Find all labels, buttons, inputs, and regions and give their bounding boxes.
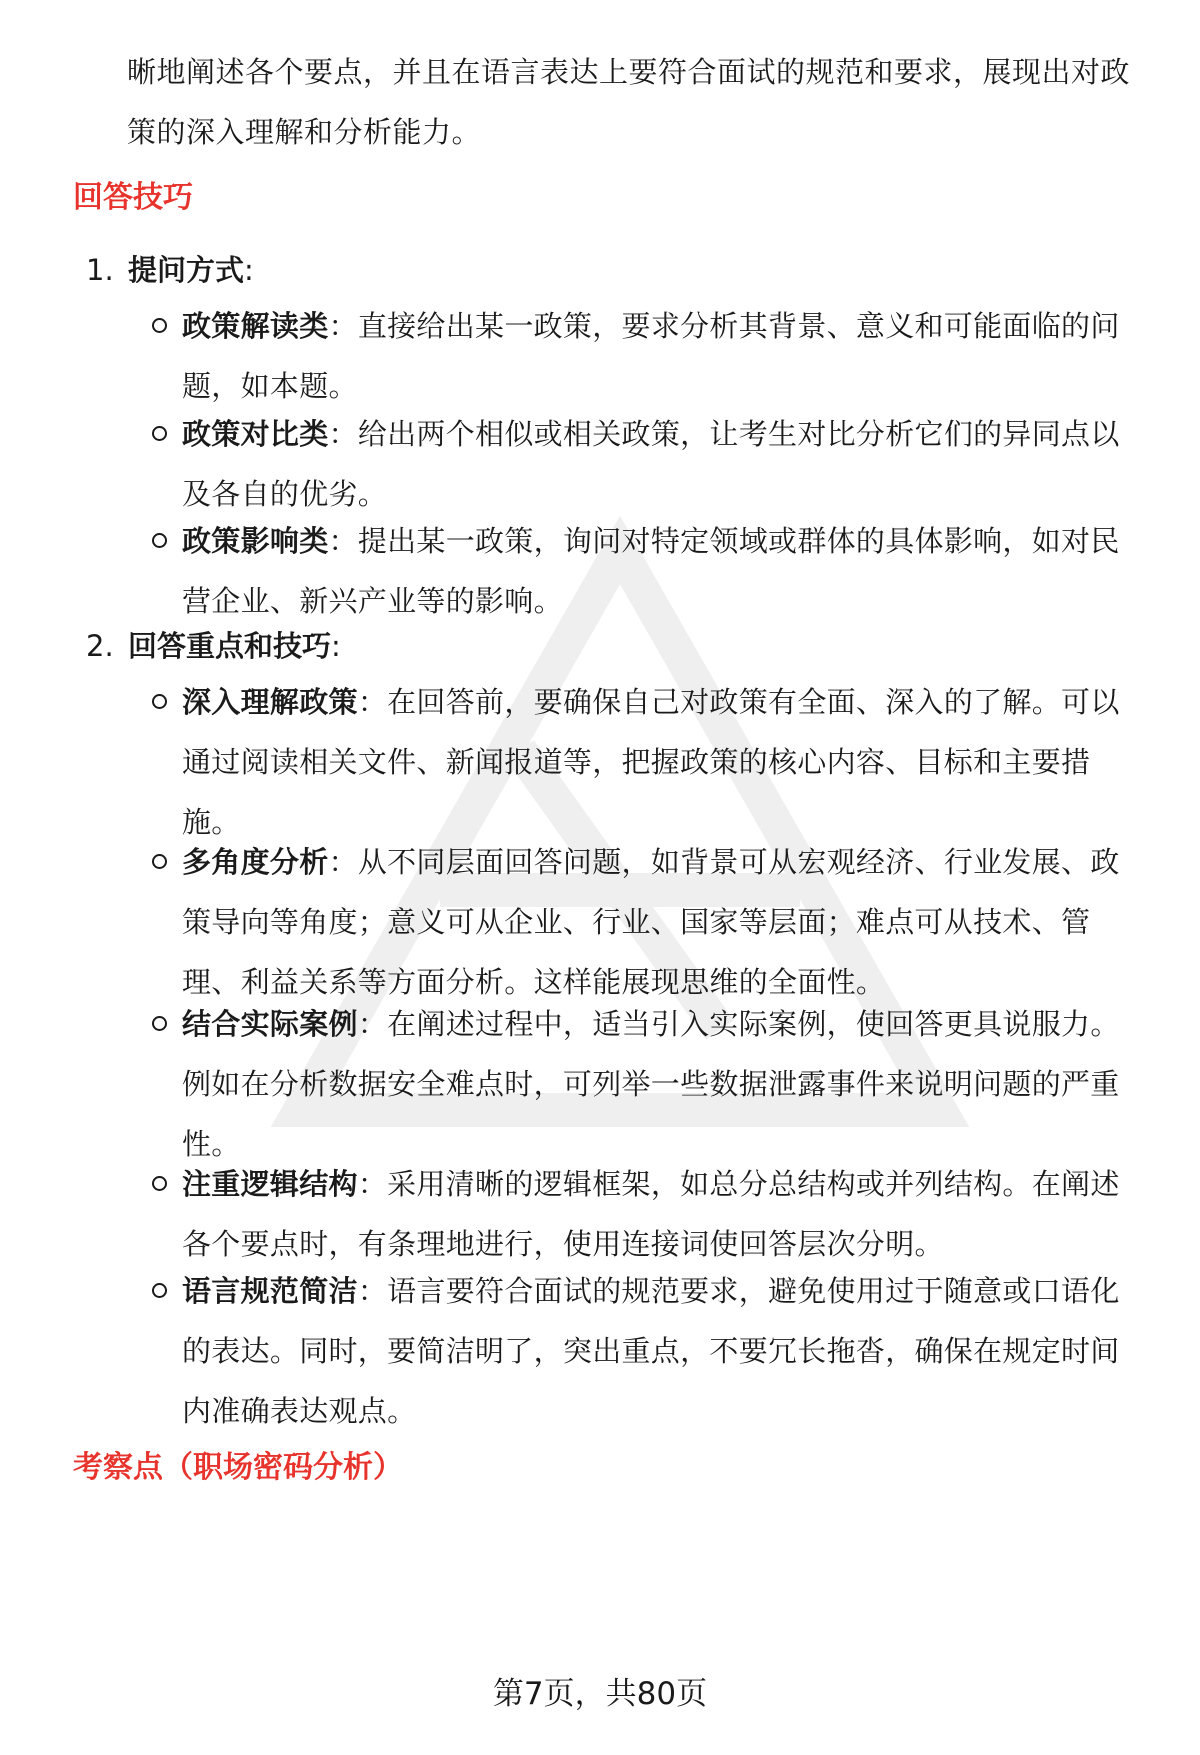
sub-item	[152, 1154, 1142, 1274]
sub-item	[152, 672, 1142, 852]
sub-item-term: 语言规范简洁	[182, 1274, 358, 1308]
sub-item-term: 多角度分析	[182, 845, 329, 879]
list-number: 2.	[86, 629, 114, 663]
section-title-exam-points: 考察点（职场密码分析）	[73, 1450, 403, 1485]
list-item-title: 提问方式	[128, 253, 245, 287]
colon: :	[331, 629, 341, 663]
sub-item-text: ：给出两个相似或相关政策，让考生对比分析它们的异同点以及各自的优劣。	[182, 417, 1120, 511]
sub-item	[152, 1261, 1142, 1441]
sub-item-text: ：直接给出某一政策，要求分析其背景、意义和可能面临的问题，如本题。	[182, 309, 1120, 403]
circle-bullet-icon	[152, 694, 167, 709]
sub-item-text: ：语言要符合面试的规范要求，避免使用过于随意或口语化的表达。同时，要简洁明了，突出重点，不要冗长拖沓，确保在规定时间内准确表达观点。	[182, 1274, 1120, 1428]
colon: :	[244, 253, 254, 287]
sub-item-term: 政策解读类	[182, 309, 329, 343]
sub-item-term: 政策对比类	[182, 417, 329, 451]
sub-item	[152, 511, 1142, 631]
page-footer: 第7页，共80页	[492, 1676, 708, 1712]
sub-item	[152, 832, 1142, 1012]
list-item-title: 回答重点和技巧	[128, 629, 332, 663]
sub-item-term: 政策影响类	[182, 524, 329, 558]
sub-item-text: ：采用清晰的逻辑框架，如总分总结构或并列结构。在阐述各个要点时，有条理地进行，使用连接词使回答层次分明。	[182, 1167, 1120, 1261]
circle-bullet-icon	[152, 1176, 167, 1191]
sub-item	[152, 994, 1142, 1174]
section-title-answer-tips: 回答技巧	[73, 180, 193, 215]
sub-item	[152, 404, 1142, 524]
intro-paragraph: 晰地阐述各个要点，并且在语言表达上要符合面试的规范和要求，展现出对政策的深入理解和分析能力。	[127, 55, 1131, 149]
sub-item-text: ：在阐述过程中，适当引入实际案例，使回答更具说服力。例如在分析数据安全难点时，可列举一些数据泄露事件来说明问题的严重性。	[182, 1007, 1120, 1161]
sub-item-text: ：在回答前，要确保自己对政策有全面、深入的了解。可以通过阅读相关文件、新闻报道等，把握政策的核心内容、目标和主要措施。	[182, 685, 1120, 839]
circle-bullet-icon	[152, 426, 167, 441]
circle-bullet-icon	[152, 1283, 167, 1298]
circle-bullet-icon	[152, 533, 167, 548]
list-number: 1.	[86, 253, 114, 287]
sub-item-text: ：从不同层面回答问题，如背景可从宏观经济、行业发展、政策导向等角度；意义可从企业、行业、国家等层面；难点可从技术、管理、利益关系等方面分析。这样能展现思维的全面性。	[182, 845, 1120, 999]
circle-bullet-icon	[152, 318, 167, 333]
circle-bullet-icon	[152, 1016, 167, 1031]
sub-item-text: ：提出某一政策，询问对特定领域或群体的具体影响，如对民营企业、新兴产业等的影响。	[182, 524, 1120, 618]
sub-item	[152, 296, 1142, 416]
list-item-1	[86, 250, 1146, 290]
circle-bullet-icon	[152, 854, 167, 869]
list-item-2	[86, 626, 1146, 666]
sub-item-term: 结合实际案例	[182, 1007, 358, 1041]
sub-item-term: 注重逻辑结构	[182, 1167, 358, 1201]
sub-item-term: 深入理解政策	[182, 685, 358, 719]
